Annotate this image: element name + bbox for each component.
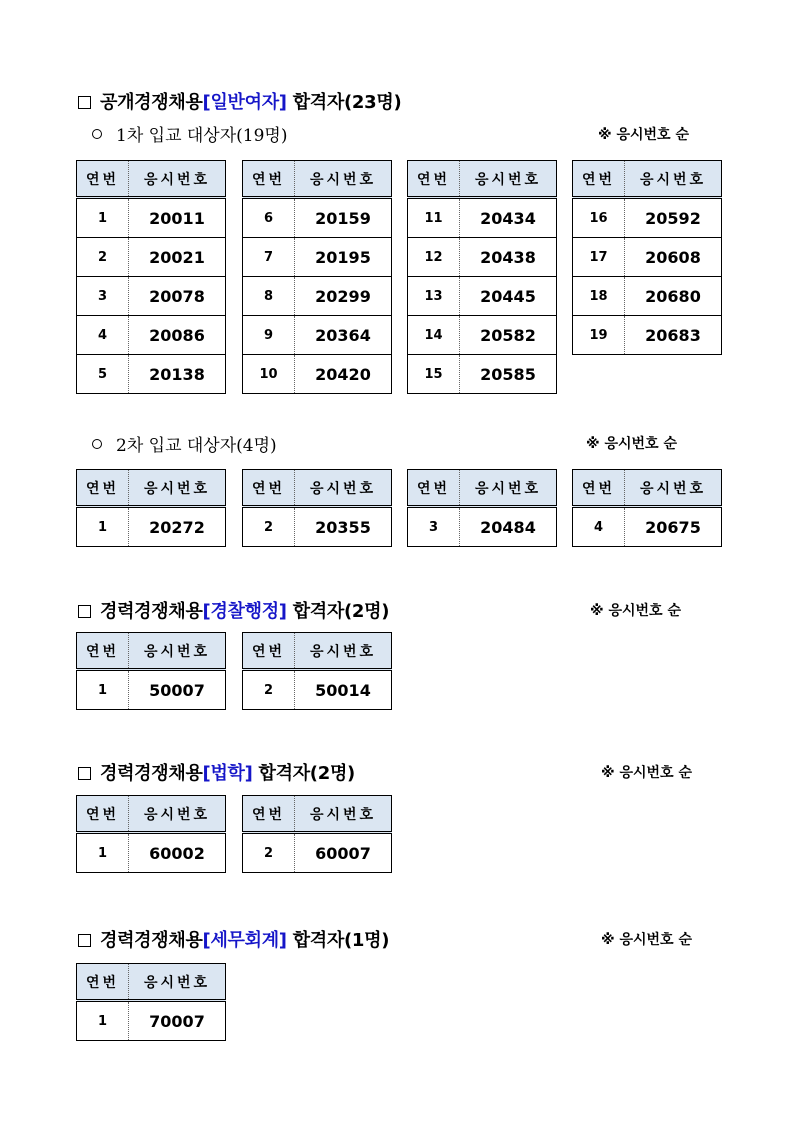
table-row	[243, 507, 392, 547]
result-table	[572, 469, 722, 547]
heading-suffix: 합격자(23명)	[292, 92, 402, 113]
exam-number-cell: 20078	[129, 277, 226, 316]
exam-number-cell: 20592	[625, 198, 722, 238]
exam-number-cell: 20086	[129, 316, 226, 355]
exam-number-cell: 20195	[295, 238, 392, 277]
heading-category: [법학]	[202, 763, 253, 784]
seq-cell: 1	[77, 507, 129, 547]
table-header-row	[77, 964, 226, 1001]
subsection-title-first-intake	[92, 121, 287, 146]
seq-cell: 1	[77, 198, 129, 238]
exam-number-header: 응시번호	[625, 470, 722, 507]
exam-number-header: 응시번호	[129, 161, 226, 198]
exam-number-header: 응시번호	[625, 161, 722, 198]
exam-number-cell: 20355	[315, 517, 371, 537]
seq-cell: 1	[77, 1001, 129, 1041]
seq-header: 연번	[408, 161, 460, 198]
exam-number-cell: 20364	[295, 316, 392, 355]
table-header-row	[573, 161, 722, 198]
seq-cell: 7	[243, 238, 295, 277]
result-table	[407, 469, 557, 547]
section-heading-police-admin	[78, 597, 389, 623]
exam-number-cell: 50007	[149, 680, 205, 700]
exam-number-cell: 20299	[295, 277, 392, 316]
seq-cell: 2	[243, 670, 295, 710]
seq-header: 연번	[243, 633, 295, 670]
seq-cell: 4	[77, 316, 129, 355]
exam-number-cell: 20675	[645, 517, 701, 537]
exam-number-cell: 20585	[480, 364, 536, 384]
seq-cell: 14	[408, 316, 460, 355]
table-row	[77, 277, 226, 316]
table-row	[573, 277, 722, 316]
table-header-row	[243, 161, 392, 198]
sort-note: ※ 응시번호 순	[586, 436, 677, 452]
heading-suffix: 합격자(2명)	[292, 601, 390, 622]
table-row	[408, 198, 557, 238]
seq-header: 연번	[243, 796, 295, 833]
table-row	[243, 198, 392, 238]
seq-header: 연번	[77, 964, 129, 1001]
seq-cell: 2	[243, 507, 295, 547]
result-table	[407, 160, 557, 394]
result-table	[76, 469, 226, 547]
table-row	[77, 238, 226, 277]
table-row	[243, 238, 392, 277]
table-header-row	[77, 161, 226, 198]
exam-number-header: 응시번호	[295, 470, 392, 507]
exam-number-cell: 20272	[149, 517, 205, 537]
seq-cell: 11	[408, 198, 460, 238]
table-row	[243, 833, 392, 873]
table-header-row	[243, 633, 392, 670]
result-table	[76, 160, 226, 394]
heading-category: [경찰행정]	[202, 601, 287, 622]
result-table	[242, 795, 392, 873]
exam-number-cell: 50014	[315, 680, 371, 700]
table-row	[77, 1001, 226, 1041]
table-row	[243, 277, 392, 316]
seq-header: 연번	[77, 470, 129, 507]
seq-cell: 1	[77, 670, 129, 710]
exam-number-header: 응시번호	[295, 633, 392, 670]
seq-cell: 13	[408, 277, 460, 316]
table-row	[77, 198, 226, 238]
table-row	[243, 316, 392, 355]
heading-suffix: 합격자(2명)	[258, 763, 355, 784]
table-header-row	[408, 161, 557, 198]
heading-prefix: 경력경쟁채용	[100, 930, 203, 951]
seq-header: 연번	[573, 470, 625, 507]
heading-prefix: 경력경쟁채용	[100, 763, 203, 784]
seq-cell: 3	[77, 277, 129, 316]
heading-suffix: 합격자(1명)	[292, 930, 390, 951]
seq-cell: 12	[408, 238, 460, 277]
section-heading-general-female	[78, 88, 401, 114]
sort-note: ※ 응시번호 순	[590, 603, 681, 619]
heading-prefix: 경력경쟁채용	[100, 601, 203, 622]
checkbox-square-icon	[78, 605, 91, 618]
exam-number-header: 응시번호	[129, 633, 226, 670]
result-table	[76, 795, 226, 873]
table-header-row	[77, 470, 226, 507]
exam-number-cell: 20608	[625, 238, 722, 277]
circle-bullet-icon	[92, 129, 102, 139]
table-row	[77, 833, 226, 873]
seq-cell: 15	[408, 355, 460, 394]
subsection-title-second-intake	[92, 431, 277, 456]
seq-cell: 2	[243, 833, 295, 873]
exam-number-cell: 20484	[480, 517, 536, 537]
seq-header: 연번	[77, 633, 129, 670]
table-header-row	[77, 796, 226, 833]
seq-header: 연번	[573, 161, 625, 198]
checkbox-square-icon	[78, 96, 91, 109]
result-table	[76, 963, 226, 1041]
sort-note: ※ 응시번호 순	[601, 765, 692, 781]
table-row	[408, 355, 557, 394]
heading-category: [세무회계]	[202, 930, 287, 951]
heading-category: [일반여자]	[202, 92, 287, 113]
table-row	[573, 316, 722, 355]
subsection-title-text: 2차 입교 대상자(4명)	[116, 436, 277, 456]
seq-cell: 2	[77, 238, 129, 277]
exam-number-cell: 20445	[460, 277, 557, 316]
seq-cell: 8	[243, 277, 295, 316]
exam-number-cell: 20438	[460, 238, 557, 277]
table-header-row	[243, 470, 392, 507]
seq-cell: 16	[573, 198, 625, 238]
seq-cell: 5	[77, 355, 129, 394]
seq-header: 연번	[243, 161, 295, 198]
result-table	[242, 469, 392, 547]
exam-number-cell: 20582	[460, 316, 557, 355]
exam-number-header: 응시번호	[295, 796, 392, 833]
table-row	[408, 238, 557, 277]
table-row	[243, 670, 392, 710]
table-header-row	[77, 633, 226, 670]
checkbox-square-icon	[78, 767, 91, 780]
seq-cell: 17	[573, 238, 625, 277]
result-table	[242, 160, 392, 394]
seq-cell: 18	[573, 277, 625, 316]
table-row	[77, 670, 226, 710]
table-row	[77, 355, 226, 394]
result-table	[572, 160, 722, 355]
subsection-title-text: 1차 입교 대상자(19명)	[116, 126, 288, 146]
exam-number-cell: 70007	[149, 1011, 205, 1031]
seq-cell: 9	[243, 316, 295, 355]
seq-cell: 3	[408, 507, 460, 547]
table-row	[243, 355, 392, 394]
seq-header: 연번	[408, 470, 460, 507]
exam-number-cell: 20021	[129, 238, 226, 277]
exam-number-cell: 20138	[149, 364, 205, 384]
exam-number-header: 응시번호	[129, 796, 226, 833]
table-row	[77, 316, 226, 355]
checkbox-square-icon	[78, 934, 91, 947]
result-table	[76, 632, 226, 710]
exam-number-cell: 20434	[460, 198, 557, 238]
exam-number-cell: 60002	[149, 843, 205, 863]
table-row	[408, 277, 557, 316]
table-row	[77, 507, 226, 547]
exam-number-header: 응시번호	[129, 470, 226, 507]
exam-number-header: 응시번호	[295, 161, 392, 198]
section-heading-law	[78, 759, 355, 785]
seq-cell: 1	[77, 833, 129, 873]
exam-number-header: 응시번호	[460, 470, 557, 507]
sort-note: ※ 응시번호 순	[601, 932, 692, 948]
result-table	[242, 632, 392, 710]
table-row	[408, 316, 557, 355]
seq-header: 연번	[243, 470, 295, 507]
table-row	[573, 238, 722, 277]
seq-header: 연번	[77, 796, 129, 833]
table-header-row	[408, 470, 557, 507]
table-header-row	[243, 796, 392, 833]
sort-note: ※ 응시번호 순	[598, 127, 689, 143]
section-heading-tax-accounting	[78, 926, 389, 952]
exam-number-cell: 20011	[129, 198, 226, 238]
seq-cell: 10	[243, 355, 295, 394]
seq-header: 연번	[77, 161, 129, 198]
table-row	[408, 507, 557, 547]
seq-cell: 4	[573, 507, 625, 547]
exam-number-cell: 20159	[295, 198, 392, 238]
exam-number-cell: 60007	[315, 843, 371, 863]
table-row	[573, 507, 722, 547]
exam-number-cell: 20680	[625, 277, 722, 316]
table-header-row	[573, 470, 722, 507]
exam-number-cell: 20683	[645, 325, 701, 345]
circle-bullet-icon	[92, 439, 102, 449]
seq-cell: 6	[243, 198, 295, 238]
exam-number-cell: 20420	[315, 364, 371, 384]
table-row	[573, 198, 722, 238]
seq-cell: 19	[573, 316, 625, 355]
exam-number-header: 응시번호	[129, 964, 226, 1001]
heading-prefix: 공개경쟁채용	[100, 92, 203, 113]
exam-number-header: 응시번호	[460, 161, 557, 198]
